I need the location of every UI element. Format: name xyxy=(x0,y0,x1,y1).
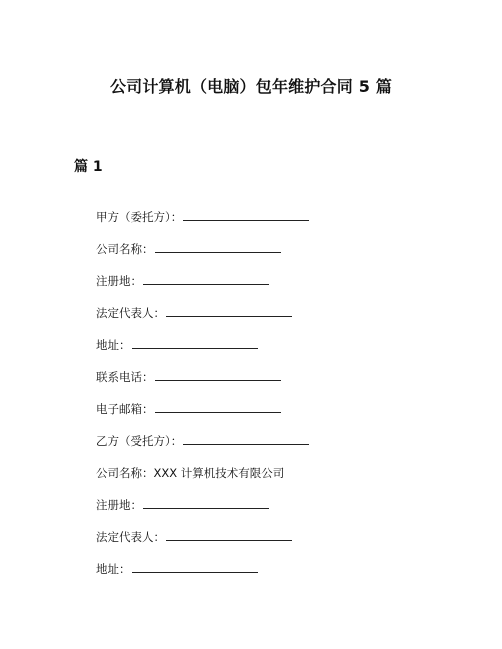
blank-line xyxy=(155,400,281,413)
field-label: 公司名称： xyxy=(96,242,154,256)
field-label: 法定代表人： xyxy=(96,530,165,544)
field-label: 联系电话： xyxy=(96,370,154,384)
blank-line xyxy=(183,432,309,445)
section-heading: 篇 1 xyxy=(74,159,103,175)
field-label: 地址： xyxy=(96,562,131,576)
blank-line xyxy=(166,528,292,541)
field-label: 法定代表人： xyxy=(96,306,165,320)
field-party-a-email xyxy=(96,400,476,432)
field-party-b-representative xyxy=(96,528,476,560)
field-party-a xyxy=(96,208,476,240)
blank-line xyxy=(183,208,309,221)
field-party-a-phone xyxy=(96,368,476,400)
document-title: 公司计算机（电脑）包年维护合同 5 篇 xyxy=(109,77,393,96)
blank-line xyxy=(155,240,281,253)
field-label: 公司名称： xyxy=(96,466,154,480)
field-party-a-registered xyxy=(96,272,476,304)
blank-line xyxy=(143,272,269,285)
contract-fields xyxy=(96,208,476,592)
field-label: 注册地： xyxy=(96,274,142,288)
field-label: 地址： xyxy=(96,338,131,352)
field-label: 甲方（委托方）： xyxy=(96,210,183,224)
blank-line xyxy=(132,560,258,573)
blank-line xyxy=(166,304,292,317)
field-party-a-representative xyxy=(96,304,476,336)
blank-line xyxy=(143,496,269,509)
field-label: 乙方（受托方）： xyxy=(96,434,183,448)
field-label: 注册地： xyxy=(96,498,142,512)
blank-line xyxy=(132,336,258,349)
field-party-b-company xyxy=(96,464,476,496)
field-label: 电子邮箱： xyxy=(96,402,154,416)
field-party-a-address xyxy=(96,336,476,368)
field-value: XXX 计算机技术有限公司 xyxy=(153,466,285,480)
field-party-a-company xyxy=(96,240,476,272)
field-party-b xyxy=(96,432,476,464)
blank-line xyxy=(155,368,281,381)
field-party-b-address xyxy=(96,560,476,592)
field-party-b-registered xyxy=(96,496,476,528)
